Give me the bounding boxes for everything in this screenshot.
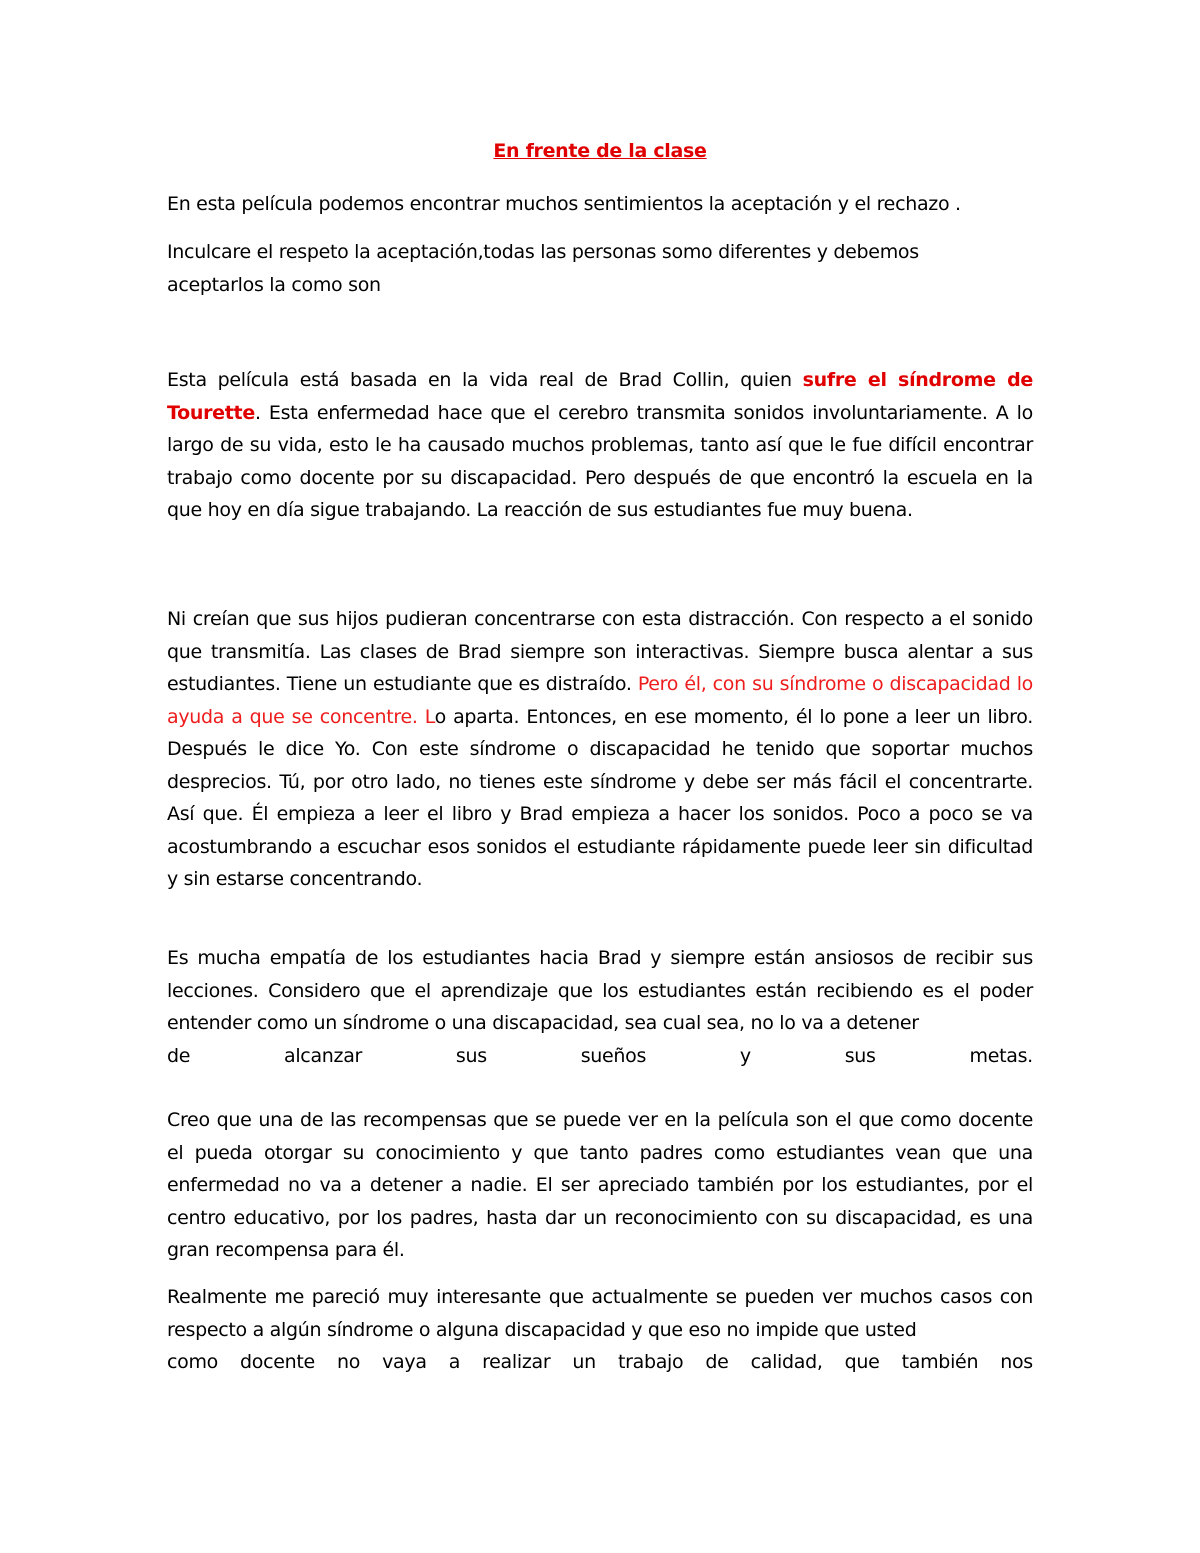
last-line-word: realizar	[482, 1351, 551, 1373]
paragraph-3	[167, 364, 1033, 527]
last-line-word: trabajo	[617, 1351, 684, 1373]
last-line-word: docente	[240, 1351, 315, 1373]
last-line-word: y	[739, 1044, 751, 1067]
last-line-word: vaya	[382, 1351, 427, 1373]
paragraph-4-text-end: o aparta. Entonces, en ese momento, él lo pone a leer un libro. Después le dice Yo. Con este síndrome o discapacidad he tenido que soportar muchos desprecios. Tú, por otro lado, no tienes este síndrome y debe ser más fácil el concentrarte. Así que. Él empieza a leer el libro y Brad empieza a hacer los sonidos. Poco a poco se va acostumbrando a escuchar esos sonidos el estudiante rápidamente puede leer sin dificultad y sin estarse concentrando.	[167, 705, 1033, 890]
last-line-word: que	[844, 1351, 880, 1373]
paragraph-4	[167, 603, 1033, 896]
paragraph-6: Creo que una de las recompensas que se puede ver en la película son el que como docente el pueda otorgar su conocimiento y que tanto padres como estudiantes vean que una enfermedad no va a detener a nadie. El ser apreciado también por los estudiantes, por el centro educativo, por los padres, hasta dar un reconocimiento con su discapacidad, es una gran recompensa para él.	[167, 1109, 1033, 1261]
paragraph-3-text-start: Esta película está basada en la vida real de Brad Collin, quien	[167, 369, 803, 391]
paragraph-5-text: Es mucha empatía de los estudiantes hacia Brad y siempre están ansiosos de recibir sus lecciones. Considero que el aprendizaje que los estudiantes están recibiendo es el poder entender como un síndrome o una discapacidad, sea cual sea, no lo va a detener	[167, 947, 1033, 1034]
paragraph-5-last-line	[167, 1040, 1033, 1073]
paragraph-3-highlight: sufre el síndrome de Tourette	[167, 369, 1033, 424]
paragraph-7-last-line	[167, 1346, 1033, 1379]
paragraph-5	[167, 942, 1033, 1072]
last-line-word: sus	[455, 1044, 487, 1067]
last-line-word: de	[705, 1351, 729, 1373]
last-line-word: calidad,	[750, 1351, 823, 1373]
last-line-word: alcanzar	[283, 1044, 363, 1067]
last-line-word: nos	[1000, 1351, 1033, 1373]
paragraph-4-text-start: Ni creían que sus hijos pudieran concentrarse con esta distracción. Con respecto a el sonido que transmitía. Las clases de Brad siempre son interactivas. Siempre busca alentar a sus estudiantes. Tiene un estudiante que es distraído.	[167, 608, 1033, 695]
last-line-word: sus	[844, 1044, 876, 1067]
document-title: En frente de la clase	[493, 140, 707, 162]
last-line-word: no	[336, 1351, 361, 1373]
last-line-word: también	[901, 1351, 979, 1373]
paragraph-1: En esta película podemos encontrar muchos sentimientos la aceptación y el rechazo .	[167, 193, 961, 215]
paragraph-2	[167, 236, 1033, 301]
last-line-word: metas.	[969, 1044, 1033, 1067]
last-line-word: a	[448, 1351, 461, 1373]
paragraph-3-text-end: . Esta enfermedad hace que el cerebro transmita sonidos involuntariamente. A lo largo de su vida, esto le ha causado muchos problemas, tanto así que le fue difícil encontrar trabajo como docente por su discapacidad. Pero después de que encontró la escuela en la que hoy en día sigue trabajando. La reacción de sus estudiantes fue muy buena.	[167, 401, 1033, 521]
paragraph-7-text: Realmente me pareció muy interesante que actualmente se pueden ver muchos casos con respecto a algún síndrome o alguna discapacidad y que eso no impide que usted	[167, 1286, 1033, 1341]
last-line-word: un	[572, 1351, 596, 1373]
last-line-word: de	[167, 1044, 191, 1067]
last-line-word: como	[167, 1351, 219, 1373]
paragraph-4-highlight: Pero él, con su síndrome o discapacidad lo ayuda a que se concentre. L	[167, 673, 1033, 728]
last-line-word: sueños	[580, 1044, 647, 1067]
paragraph-2-line-2: aceptarlos la como son	[167, 273, 381, 296]
paragraph-7	[167, 1281, 1033, 1379]
paragraph-2-line-1: Inculcare el respeto la aceptación,todas las personas somo diferentes y debemos	[167, 241, 919, 263]
